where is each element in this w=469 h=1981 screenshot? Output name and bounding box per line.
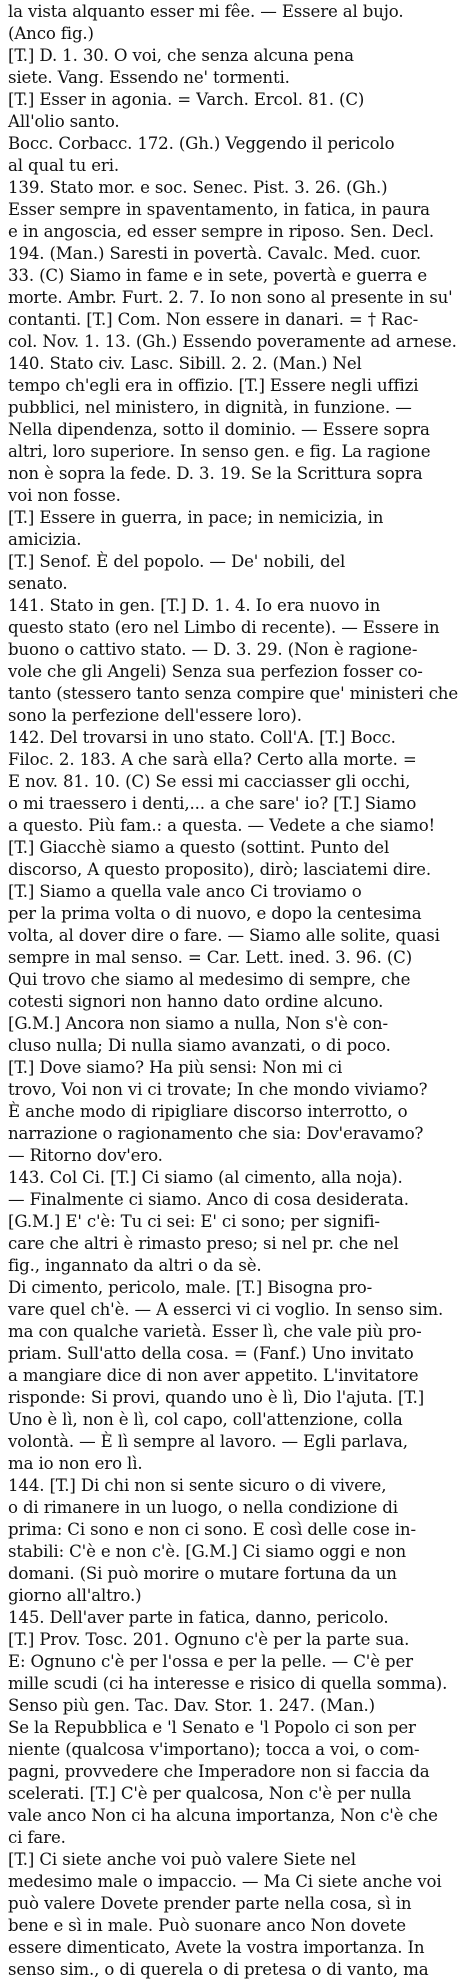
text-line: tempo ch'egli era in offizio. [T.] Essere negli uffizi	[8, 376, 419, 395]
text-line: [T.] D. 1. 30. O voi, che senza alcuna pena	[8, 46, 354, 65]
text-line: 143. Col Ci. [T.] Ci siamo (al cimento, alla noja).	[8, 1168, 403, 1187]
text-line: Di cimento, pericolo, male. [T.] Bisogna pro-	[8, 1278, 373, 1297]
text-line: vare quel ch'è. — A esserci vi ci voglio. In senso sim.	[8, 1300, 444, 1319]
text-line: cotesti signori non hanno dato ordine alcuno.	[8, 992, 384, 1011]
text-line: siete. Vang. Essendo ne' tormenti.	[8, 68, 290, 87]
text-line: [T.] Senof. È del popolo. — De' nobili, del	[8, 552, 346, 571]
text-line: [T.] Esser in agonia. = Varch. Ercol. 81. (C)	[8, 90, 365, 109]
text-line: questo stato (ero nel Limbo di recente). — Essere in	[8, 618, 440, 637]
text-line: giorno all'altro.)	[8, 1586, 142, 1605]
text-line: trovo, Voi non vi ci trovate; In che mondo viviamo?	[8, 1080, 428, 1099]
text-line: [T.] Prov. Tosc. 201. Ognuno c'è per la parte sua.	[8, 1630, 410, 1649]
dictionary-entry-text	[8, 1, 461, 1981]
text-line: sempre in mal senso. = Car. Lett. ined. 3. 96. (C)	[8, 948, 413, 967]
text-line: vole che gli Angeli) Senza sua perfezion fosser co-	[8, 662, 423, 681]
text-line: [G.M.] Ancora non siamo a nulla, Non s'è con-	[8, 1014, 388, 1033]
text-line: 144. [T.] Di chi non si sente sicuro o di vivere,	[8, 1476, 387, 1495]
text-line: [T.] Dove siamo? Ha più sensi: Non mi ci	[8, 1058, 343, 1077]
text-line: a mangiare dice di non aver appetito. L'invitatore	[8, 1366, 419, 1385]
text-line: sono la perfezione dell'essere loro).	[8, 706, 302, 725]
text-line: fig., ingannato da altri o da sè.	[8, 1256, 262, 1275]
text-line: o di rimanere in un luogo, o nella condizione di	[8, 1498, 398, 1517]
text-line: E nov. 81. 10. (C) Se essi mi cacciasser gli occhi,	[8, 772, 411, 791]
text-line: 194. (Man.) Saresti in povertà. Cavalc. Med. cuor.	[8, 244, 422, 263]
text-line: pagni, provvedere che Imperadore non si faccia da	[8, 1762, 430, 1781]
text-line: scelerati. [T.] C'è per qualcosa, Non c'è per nulla	[8, 1784, 412, 1803]
text-line: cluso nulla; Di nulla siamo avanzati, o di poco.	[8, 1036, 391, 1055]
text-line: [T.] Essere in guerra, in pace; in nemicizia, in	[8, 508, 384, 527]
text-line: È anche modo di ripigliare discorso interrotto, o	[8, 1102, 408, 1121]
text-line: — Ritorno dov'ero.	[8, 1146, 163, 1165]
text-line: essere dimenticato, Avete la vostra importanza. In	[8, 1938, 425, 1957]
text-line: prima: Ci sono e non ci sono. E così delle cose in-	[8, 1520, 416, 1539]
text-line: volontà. — È lì sempre al lavoro. — Egli parlava,	[8, 1432, 408, 1451]
text-line: (Anco fig.)	[8, 24, 94, 43]
text-line: tanto (stessero tanto senza compire que' ministeri che	[8, 684, 459, 703]
text-line: [T.] Giacchè siamo a questo (sottint. Punto del	[8, 838, 390, 857]
text-line: stabili: C'è e non c'è. [G.M.] Ci siamo oggi e non	[8, 1542, 406, 1561]
text-line: ci fare.	[8, 1828, 66, 1847]
text-line: Esser sempre in spaventamento, in fatica, in paura	[8, 200, 430, 219]
text-line: 141. Stato in gen. [T.] D. 1. 4. Io era nuovo in	[8, 596, 381, 615]
text-line: Filoc. 2. 183. A che sarà ella? Certo alla morte. =	[8, 750, 417, 769]
text-line: voi non fosse.	[8, 486, 121, 505]
text-line: 142. Del trovarsi in uno stato. Coll'A. [T.] Bocc.	[8, 728, 396, 747]
text-line: col. Nov. 1. 13. (Gh.) Essendo poveramente ad arnese.	[8, 332, 457, 351]
text-line: 140. Stato civ. Lasc. Sibill. 2. 2. (Man.) Nel	[8, 354, 362, 373]
text-line: narrazione o ragionamento che sia: Dov'eravamo?	[8, 1124, 424, 1143]
text-line: [T.] Siamo a quella vale anco Ci troviamo o	[8, 882, 362, 901]
text-line: altri, loro superiore. In senso gen. e fig. La ragione	[8, 442, 431, 461]
text-line: Bocc. Corbacc. 172. (Gh.) Veggendo il pericolo	[8, 134, 395, 153]
text-line: Nella dipendenza, sotto il dominio. — Essere sopra	[8, 420, 430, 439]
text-line: [T.] Ci siete anche voi può valere Siete nel	[8, 1850, 356, 1869]
text-line: discorso, A questo proposito), dirò; lasciatemi dire.	[8, 860, 431, 879]
text-line: Se la Repubblica e 'l Senato e 'l Popolo ci son per	[8, 1718, 416, 1737]
text-line: niente (qualcosa v'importano); tocca a voi, o com-	[8, 1740, 420, 1759]
text-line: e in angoscia, ed esser sempre in riposo. Sen. Decl.	[8, 222, 434, 241]
text-line: morte. Ambr. Furt. 2. 7. Io non sono al presente in su'	[8, 288, 453, 307]
text-line: senso sim., o di querela o di pretesa o di vanto, ma	[8, 1960, 429, 1979]
text-line: 145. Dell'aver parte in fatica, danno, pericolo.	[8, 1608, 389, 1627]
text-line: [G.M.] E' c'è: Tu ci sei: E' ci sono; per signifi-	[8, 1212, 380, 1231]
text-line: All'olio santo.	[8, 112, 120, 131]
text-line: non è sopra la fede. D. 3. 19. Se la Scrittura sopra	[8, 464, 423, 483]
text-line: 139. Stato mor. e soc. Senec. Pist. 3. 26. (Gh.)	[8, 178, 388, 197]
text-line: contanti. [T.] Com. Non essere in danari. = † Rac-	[8, 310, 419, 329]
text-line: care che altri è rimasto preso; si nel pr. che nel	[8, 1234, 399, 1253]
text-line: al qual tu eri.	[8, 156, 119, 175]
text-line: Senso più gen. Tac. Dav. Stor. 1. 247. (Man.)	[8, 1696, 375, 1715]
text-line: volta, al dover dire o fare. — Siamo alle solite, quasi	[8, 926, 440, 945]
text-line: E: Ognuno c'è per l'ossa e per la pelle. — C'è per	[8, 1652, 413, 1671]
text-line: ma io non ero lì.	[8, 1454, 143, 1473]
text-line: pubblici, nel ministero, in dignità, in funzione. —	[8, 398, 412, 417]
text-line: per la prima volta o di nuovo, e dopo la centesima	[8, 904, 422, 923]
text-line: mille scudi (ci ha interesse e risico di quella somma).	[8, 1674, 448, 1693]
text-line: Qui trovo che siamo al medesimo di sempre, che	[8, 970, 411, 989]
text-line: amicizia.	[8, 530, 82, 549]
text-line: ma con qualche varietà. Esser lì, che vale più pro-	[8, 1322, 422, 1341]
text-line: bene e sì in male. Può suonare anco Non dovete	[8, 1916, 406, 1935]
text-line: priam. Sull'atto della cosa. = (Fanf.) Uno invitato	[8, 1344, 414, 1363]
text-line: può valere Dovete prender parte nella cosa, sì in	[8, 1894, 412, 1913]
text-line: a questo. Più fam.: a questa. — Vedete a che siamo!	[8, 816, 436, 835]
text-line: buono o cattivo stato. — D. 3. 29. (Non è ragione-	[8, 640, 418, 659]
text-line: — Finalmente ci siamo. Anco di cosa desiderata.	[8, 1190, 409, 1209]
text-line: risponde: Si provi, quando uno è lì, Dio l'ajuta. [T.]	[8, 1388, 425, 1407]
text-line: vale anco Non ci ha alcuna importanza, Non c'è che	[8, 1806, 438, 1825]
text-line: medesimo male o impaccio. — Ma Ci siete anche voi	[8, 1872, 442, 1891]
text-line: Uno è lì, non è lì, col capo, coll'attenzione, colla	[8, 1410, 403, 1429]
text-line: la vista alquanto esser mi fêe. — Essere al bujo.	[8, 2, 404, 21]
text-line: senato.	[8, 574, 68, 593]
text-line: 33. (C) Siamo in fame e in sete, povertà e guerra e	[8, 266, 428, 285]
text-line: domani. (Si può morire o mutare fortuna da un	[8, 1564, 397, 1583]
text-line: o mi traessero i denti,... a che sare' io? [T.] Siamo	[8, 794, 417, 813]
